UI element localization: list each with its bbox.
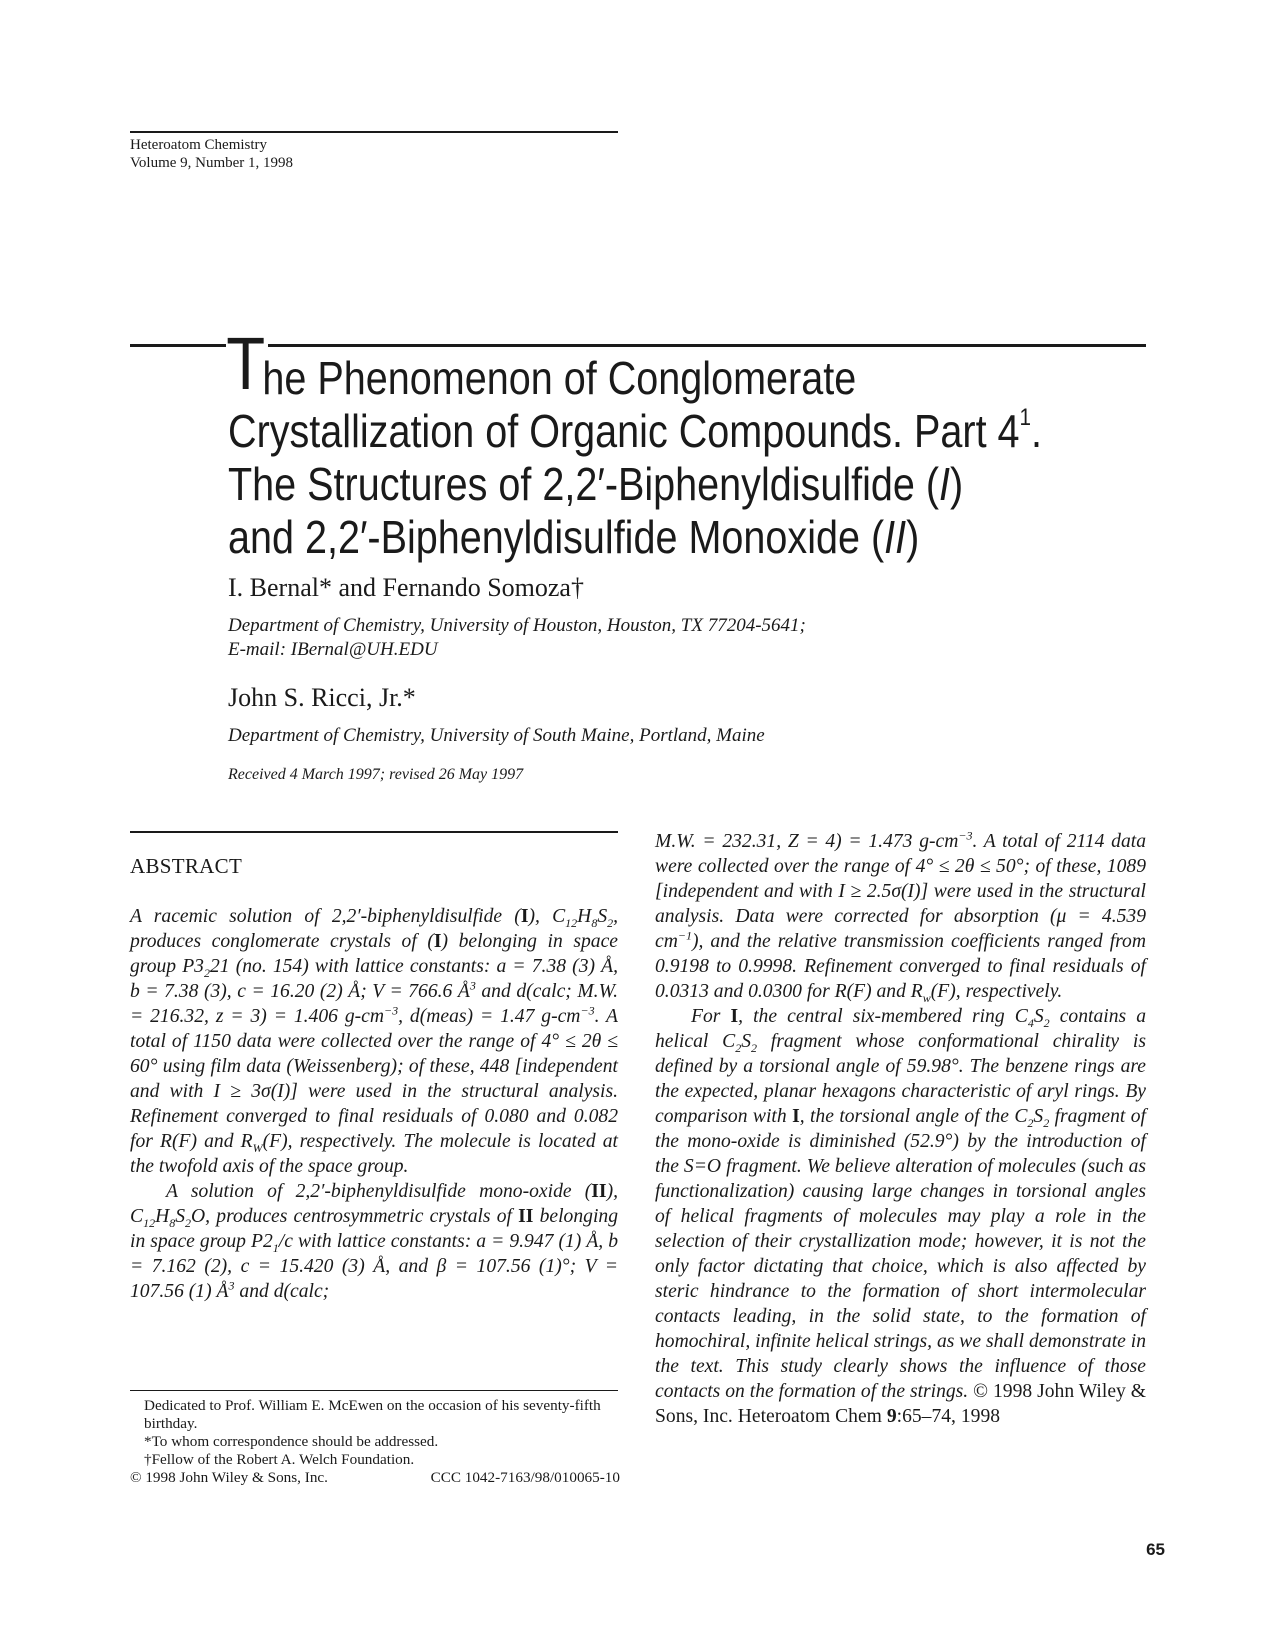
footnote-rule — [130, 1390, 618, 1391]
author-1-names: I. Bernal* and Fernando Somoza† — [228, 573, 584, 602]
footnote-correspondence: *To whom correspondence should be addressed. — [144, 1433, 439, 1450]
abstract-paragraph-3: For I, the central six-membered ring $C_4S_2$ contains a helical $C_2S_2$ fragment whose conformational chirality is defined by a torsional angle of 59.98°. The benzene rings are the expected, planar hexagons characteristic of aryl rings. By comparison with I, the torsional angle of the $C_2S_2$ fragment of the mono-oxide is diminished (52.9°) by the introduction of the S=O fragment. We believe alteration of molecules (such as functionalization) causing large changes in torsional angles of helical fragments of molecules may play a role in the selection of their crystallization mode; however, it is not the only factor dictating that choice, which is also affected by steric hindrance to the formation of short intermolecular contacts leading, in the solid state, to the formation of homochiral, infinite helical strings, as we shall demonstrate in the text. This study clearly shows the influence of those contacts on the formation of the strings. © 1998 John Wiley & Sons, Inc. Heteroatom Chem 9:65–74, 1998 — [655, 1006, 1146, 1427]
title-footnote-mark: 1 — [1019, 404, 1032, 431]
abstract-heading: ABSTRACT — [130, 854, 243, 878]
page-number: 65 — [1146, 1540, 1165, 1559]
title-numeral-2: II — [884, 511, 907, 563]
author-2-affiliation: Department of Chemistry, University of South Maine, Portland, Maine — [228, 725, 765, 746]
title-line-2: Crystallization of Organic Compounds. Part 4 — [228, 405, 1020, 457]
ccc-code: CCC 1042-7163/98/010065-10 — [430, 1469, 620, 1486]
author-1-affiliation-line-1: Department of Chemistry, University of Houston, Houston, TX 77204-5641; — [228, 615, 806, 636]
abstract-right-column — [655, 829, 1146, 1429]
abstract-rule — [130, 831, 618, 833]
title-line-4-end: ) — [906, 511, 920, 563]
author-2-names: John S. Ricci, Jr.* — [228, 683, 416, 712]
abstract-left-column — [130, 904, 618, 1304]
title-rule-left — [130, 344, 226, 347]
abstract-paragraph-2-continued: M.W. = 232.31, Z = 4) = 1.473 $g-cm^{-3}$. A total of 2114 data were collected over the range of 4° ≤ 2θ ≤ 50°; of these, 1089 [independent and with I ≥ 2.5σ(I)] were used in the structural analysis. Data were corrected for absorption (μ = 4.539 $cm^{-1}$), and the relative transmission coefficients ranged from 0.9198 to 0.9998. Refinement converged to final residuals of 0.0313 and 0.0300 for R(F) and $R_w(F)$, respectively. — [655, 828, 1147, 1005]
received-dates: Received 4 March 1997; revised 26 May 1997 — [228, 766, 524, 783]
title-drop-cap: T — [226, 322, 266, 405]
journal-volume: Volume 9, Number 1, 1998 — [130, 155, 294, 171]
author-1-email: E-mail: IBernal@UH.EDU — [228, 639, 438, 660]
title-line-3: The Structures of 2,2′-Biphenyldisulfide ( — [228, 458, 940, 510]
article-title — [226, 322, 1043, 564]
abstract-paragraph-2: A solution of 2,2′-biphenyldisulfide mono-oxide (II), $C_{12}H_8S_2O$, produces centrosymmetric crystals of II belonging in space group $P2_1/c$ with lattice constants: a = 9.947 (1) Å, b = 7.162 (2), c = 15.420 (3) Å, and β = 107.56 (1)°; V = 107.56 (1) $Å^3$ and d(calc; — [130, 1181, 619, 1302]
title-rule-right — [268, 344, 1146, 347]
title-line-3-end: ) — [950, 458, 964, 510]
title-numeral-1: I — [939, 458, 951, 510]
title-line-1: he Phenomenon of Conglomerate — [262, 352, 857, 404]
journal-info — [130, 136, 293, 172]
header-rule — [130, 131, 618, 133]
title-line-4: and 2,2′-Biphenyldisulfide Monoxide ( — [228, 511, 885, 563]
abstract-paragraph-1: A racemic solution of 2,2′-biphenyldisulfide (I), $C_{12}H_8S_2$, produces conglomerate crystals of (I) belonging in space group $P3_221$ (no. 154) with lattice constants: a = 7.38 (3) Å, b = 7.38 (3), c = 16.20 (2) Å; V = 766.6 $Å^3$ and d(calc; M.W. = 216.32, z = 3) = 1.406 $g-cm^{-3}$, d(meas) = 1.47 $g-cm^{-3}$. A total of 1150 data were collected over the range of 4° ≤ 2θ ≤ 60° using film data (Weissenberg); of these, 448 [independent and with I ≥ 3σ(I)] were used in the structural analysis. Refinement converged to final residuals of 0.080 and 0.082 for R(F) and $R_W(F)$, respectively. The molecule is located at the twofold axis of the space group. — [130, 906, 619, 1177]
author-1-affiliation — [228, 614, 806, 662]
journal-name: Heteroatom Chemistry — [130, 137, 268, 153]
copyright: © 1998 John Wiley & Sons, Inc. — [130, 1469, 328, 1486]
footnotes — [130, 1397, 620, 1487]
footnote-fellow: †Fellow of the Robert A. Welch Foundation. — [144, 1451, 415, 1468]
footnote-dedication: Dedicated to Prof. William E. McEwen on the occasion of his seventy-fifth birthday. — [144, 1397, 601, 1432]
footnote-copyright-line — [130, 1469, 620, 1487]
title-line-2-end: . — [1031, 405, 1043, 457]
